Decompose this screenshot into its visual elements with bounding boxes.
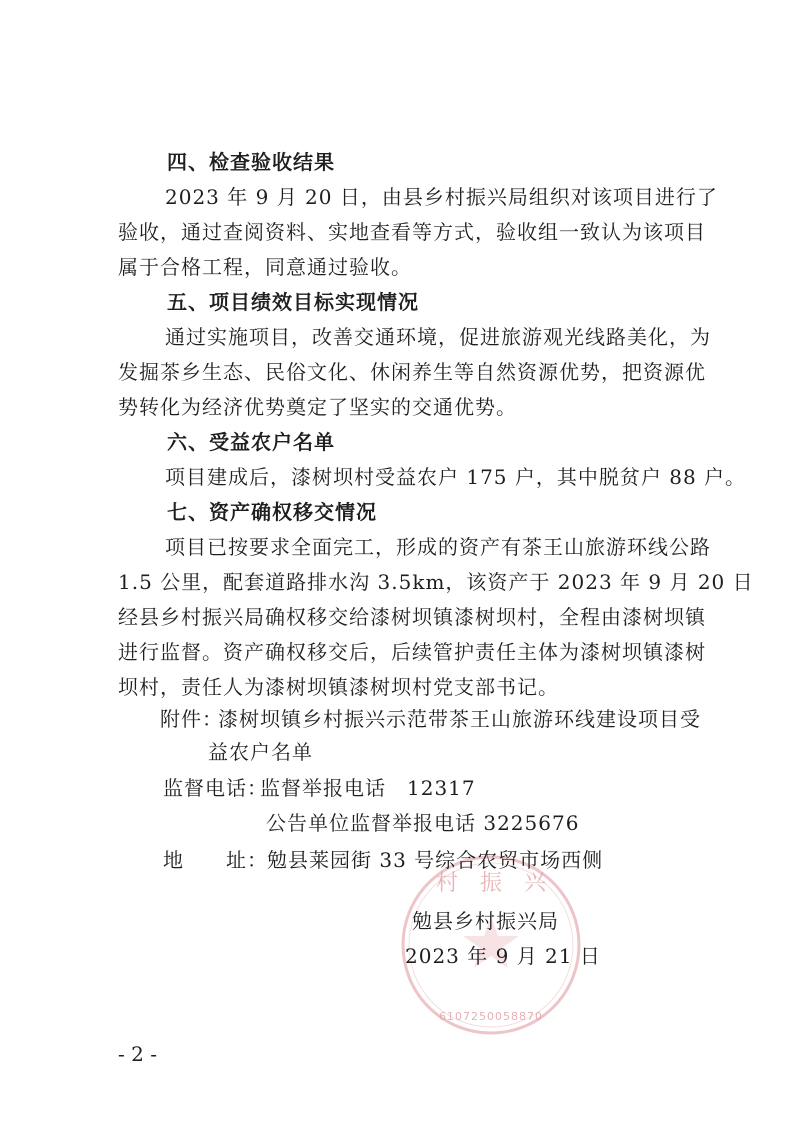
page-number: - 2 - [118, 1042, 157, 1066]
supervision-label: 监督电话： [163, 776, 268, 800]
paragraph-line: 验收，通过查阅资料、实地查看等方式，验收组一致认为该项目 [118, 220, 706, 244]
paragraph-line: 属于合格工程，同意通过验收。 [118, 255, 412, 279]
paragraph-line: 通过实施项目，改善交通环境，促进旅游观光线路美化，为 [165, 325, 711, 349]
address-value: 勉县莱园街 33 号综合农贸市场西侧 [267, 848, 604, 872]
section-heading-beneficiaries: 六、受益农户名单 [167, 430, 335, 454]
paragraph-line: 经县乡村振兴局确权移交给漆树坝镇漆树坝村，全程由漆树坝镇 [118, 605, 706, 629]
paragraph-line: 项目已按要求全面完工，形成的资产有茶王山旅游环线公路 [165, 535, 711, 559]
section-heading-asset-transfer: 七、资产确权移交情况 [167, 500, 377, 524]
svg-text:6107250058870: 6107250058870 [439, 1010, 543, 1023]
paragraph-line: 进行监督。资产确权移交后，后续管护责任主体为漆树坝镇漆树 [118, 640, 706, 664]
svg-text:村 振 兴: 村 振 兴 [435, 871, 547, 896]
attachment-line: 漆树坝镇乡村振兴示范带茶王山旅游环线建设项目受 [218, 707, 701, 731]
supervision-phone: 监督举报电话 12317 [260, 776, 476, 800]
attachment-label: 附件： [160, 707, 223, 731]
paragraph-line: 项目建成后，漆树坝村受益农户 175 户，其中脱贫户 88 户。 [165, 465, 747, 489]
paragraph-line: 发掘茶乡生态、民俗文化、休闲养生等自然资源优势，把资源优 [118, 360, 706, 384]
paragraph-line: 坝村，责任人为漆树坝镇漆树坝村党支部书记。 [118, 675, 559, 699]
supervision-phone: 公告单位监督举报电话 3225676 [266, 811, 580, 835]
paragraph-line: 势转化为经济优势奠定了坚实的交通优势。 [118, 395, 517, 419]
section-heading-inspection: 四、检查验收结果 [167, 150, 335, 174]
address-label: 地 址： [163, 848, 268, 872]
attachment-line: 益农户名单 [208, 740, 313, 764]
paragraph-line: 1.5 公里，配套道路排水沟 3.5km，该资产于 2023 年 9 月 20 日 [118, 570, 754, 594]
signature-org: 勉县乡村振兴局 [412, 909, 559, 933]
paragraph-line: 2023 年 9 月 20 日，由县乡村振兴局组织对该项目进行了 [165, 185, 718, 209]
section-heading-performance: 五、项目绩效目标实现情况 [167, 290, 419, 314]
signature-date: 2023 年 9 月 21 日 [405, 944, 601, 968]
